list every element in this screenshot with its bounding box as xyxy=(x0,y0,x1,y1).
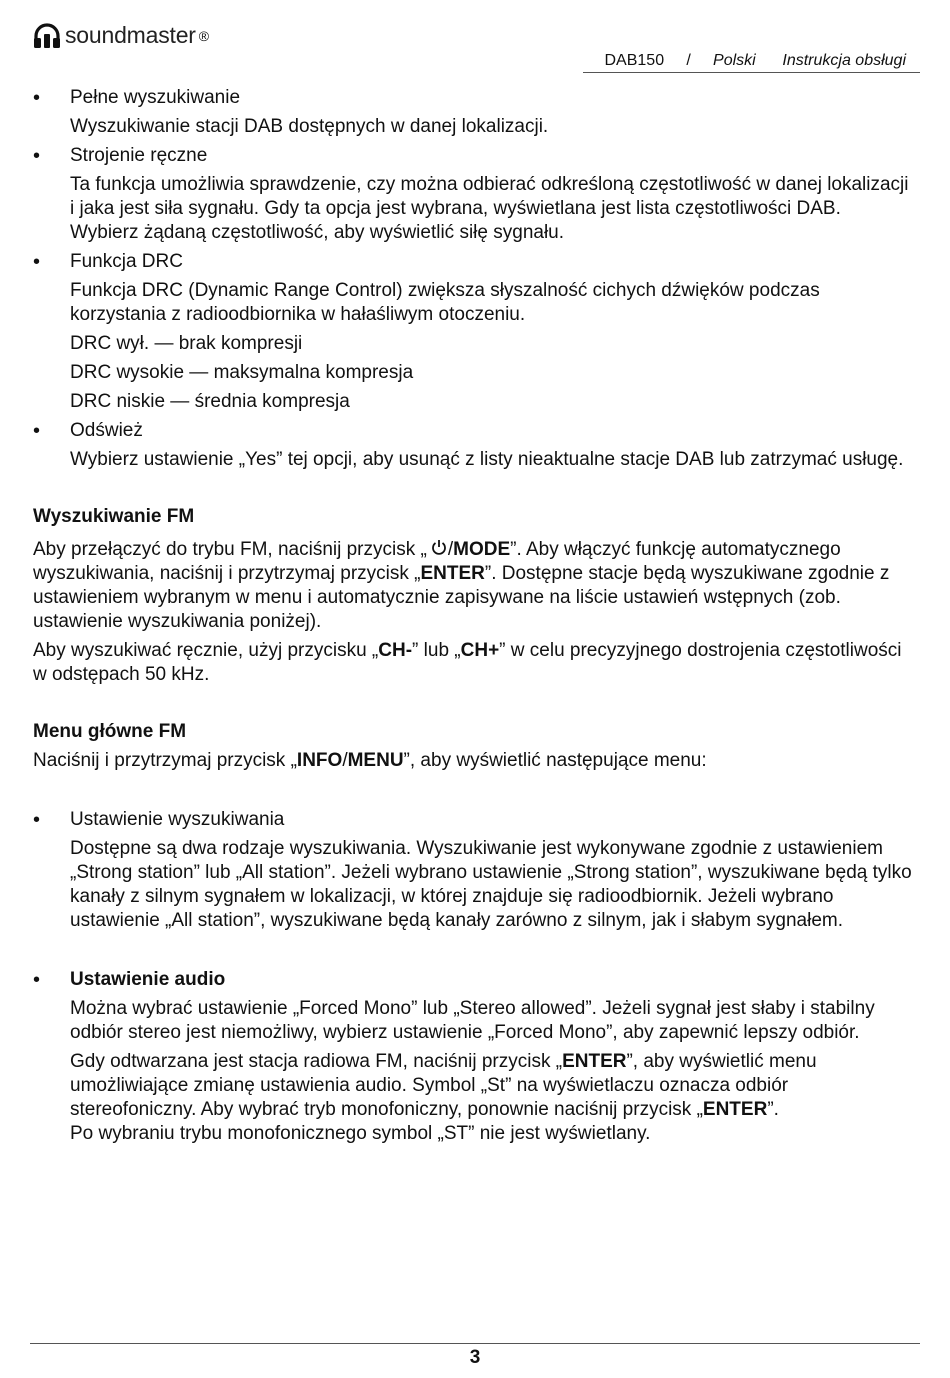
soundmaster-logo-icon xyxy=(33,23,61,49)
menu-button-label: MENU xyxy=(347,750,404,771)
section-heading-fm-menu: Menu główne FM xyxy=(33,721,187,742)
model-name: DAB150 xyxy=(604,52,665,69)
page-header xyxy=(33,22,920,74)
page-number: 3 xyxy=(469,1347,481,1368)
bullet: • xyxy=(33,251,41,273)
item-desc: Można wybrać ustawienie „Forced Mono” lub „Stereo allowed”. Jeżeli sygnał jest słaby i stabilny odbiór stereo jest niemożliwy, wybierz ustawienie „Forced Mono”, aby zapewnić lepszy odbiór. xyxy=(70,998,875,1043)
item-desc: Wybierz ustawienie „Yes” tej opcji, aby usunąć z listy nieaktualne stacje DAB lub zatrzymać usługę. xyxy=(70,449,904,470)
enter-button-label: ENTER xyxy=(420,563,485,584)
bullet: • xyxy=(33,809,41,831)
text-run: ”, aby wyświetlić następujące menu: xyxy=(403,750,707,771)
list-item xyxy=(33,250,913,414)
drc-high: DRC wysokie — maksymalna kompresja xyxy=(70,362,414,383)
list-item xyxy=(33,419,913,472)
fm-menu-paragraph xyxy=(33,749,913,773)
ch-minus-label: CH- xyxy=(378,640,413,661)
page-content xyxy=(33,86,913,1146)
power-icon xyxy=(431,539,447,556)
drc-low: DRC niskie — średnia kompresja xyxy=(70,391,350,412)
list-item xyxy=(33,808,913,933)
item-title: Ustawienie wyszukiwania xyxy=(70,809,285,830)
list-item xyxy=(33,144,913,245)
bullet: • xyxy=(33,969,41,991)
bullet: • xyxy=(33,145,41,167)
list-item xyxy=(33,968,913,1146)
item-desc: Wyszukiwanie stacji DAB dostępnych w danej lokalizacji. xyxy=(70,116,549,137)
registered-mark: ® xyxy=(198,27,210,44)
text-run: ” w celu precyzyjnego dostrojenia częstotliwości w odstępach 50 kHz. xyxy=(33,640,902,685)
section-heading-fm-search: Wyszukiwanie FM xyxy=(33,506,195,527)
item-desc: Dostępne są dwa rodzaje wyszukiwania. Wyszukiwanie jest wykonywane zgodnie z ustawieniem „Strong station” lub „All station”. Jeżeli wybrano ustawienie „Strong station”, wyszukiwane będą tylko kanały z silnym sygnałem w lokalizacji, w której znajduje się radioodbiornik. Jeżeli wybrano ustawienie „All station”, wyszukiwane będą kanały zarówno z silnym, jak i słabym sygnałem. xyxy=(70,838,912,931)
header-meta xyxy=(605,52,907,70)
text-run: ”, aby wyświetlić menu umożliwiające zmianę ustawienia audio. Symbol „St” na wyświetlaczu oznacza odbiór stereofoniczny. Aby wybrać tryb monofoniczny, ponownie naciśnij przycisk „ xyxy=(70,1051,817,1120)
text-run: Gdy odtwarzana jest stacja radiowa FM, naciśnij przycisk „ xyxy=(70,1051,563,1072)
item-desc: Ta funkcja umożliwia sprawdzenie, czy można odbierać odkreśloną częstotliwość w danej lokalizacji i jaka jest siła sygnału. Gdy ta opcja jest wybrana, wyświetlana jest lista częstotliwości DAB. Wybierz żądaną częstotliwość, aby wyświetlić siłę sygnału. xyxy=(70,174,909,243)
text-run: ” lub „ xyxy=(412,640,461,661)
brand-name: soundmaster xyxy=(65,22,196,48)
list-item xyxy=(33,86,913,139)
mode-button-label: MODE xyxy=(453,539,511,560)
item-title: Odśwież xyxy=(70,420,143,441)
text-run: Aby wyszukiwać ręcznie, użyj przycisku „ xyxy=(33,640,379,661)
text-run: Naciśnij i przytrzymaj przycisk „ xyxy=(33,750,297,771)
item-title: Ustawienie audio xyxy=(70,969,226,990)
item-title: Pełne wyszukiwanie xyxy=(70,87,241,108)
text-run: ”. xyxy=(767,1099,779,1120)
manual-label: Instrukcja obsługi xyxy=(782,52,906,69)
drc-off: DRC wył. — brak kompresji xyxy=(70,333,303,354)
text-run: ”. Dostępne stacje będą wyszukiwane zgodnie z ustawieniem wybranym w menu i automatycznie zapisywane na liście ustawień wstępnych (zob. ustawienie wyszukiwania poniżej). xyxy=(33,563,890,632)
enter-button-label: ENTER xyxy=(562,1051,627,1072)
info-button-label: INFO xyxy=(296,750,343,771)
item-desc: Funkcja DRC (Dynamic Range Control) zwiększa słyszalność cichych dźwięków podczas korzystania z radioodbiornika w hałaśliwym otoczeniu. xyxy=(70,280,820,325)
header-rule xyxy=(583,72,920,73)
brand-logo xyxy=(33,22,209,49)
text-run: Aby przełączyć do trybu FM, naciśnij przycisk „ xyxy=(33,539,427,560)
header-separator: / xyxy=(686,52,691,69)
text-run: Po wybraniu trybu monofonicznego symbol „ST” nie jest wyświetlany. xyxy=(70,1123,651,1144)
footer-rule xyxy=(30,1343,920,1344)
bullet: • xyxy=(33,87,41,109)
item-title: Strojenie ręczne xyxy=(70,145,208,166)
item-desc-2 xyxy=(70,1050,913,1146)
text-run: / xyxy=(342,750,348,771)
enter-button-label: ENTER xyxy=(702,1099,768,1120)
item-title: Funkcja DRC xyxy=(70,251,183,272)
fm-manual-paragraph xyxy=(33,639,913,687)
language-label: Polski xyxy=(713,52,756,69)
fm-search-paragraph xyxy=(33,538,913,634)
ch-plus-label: CH+ xyxy=(460,640,500,661)
bullet: • xyxy=(33,420,41,442)
text-run: ”. Aby włączyć funkcję automatycznego wyszukiwania, naciśnij i przytrzymaj przycisk „ xyxy=(33,539,841,584)
text-run: / xyxy=(447,539,454,560)
